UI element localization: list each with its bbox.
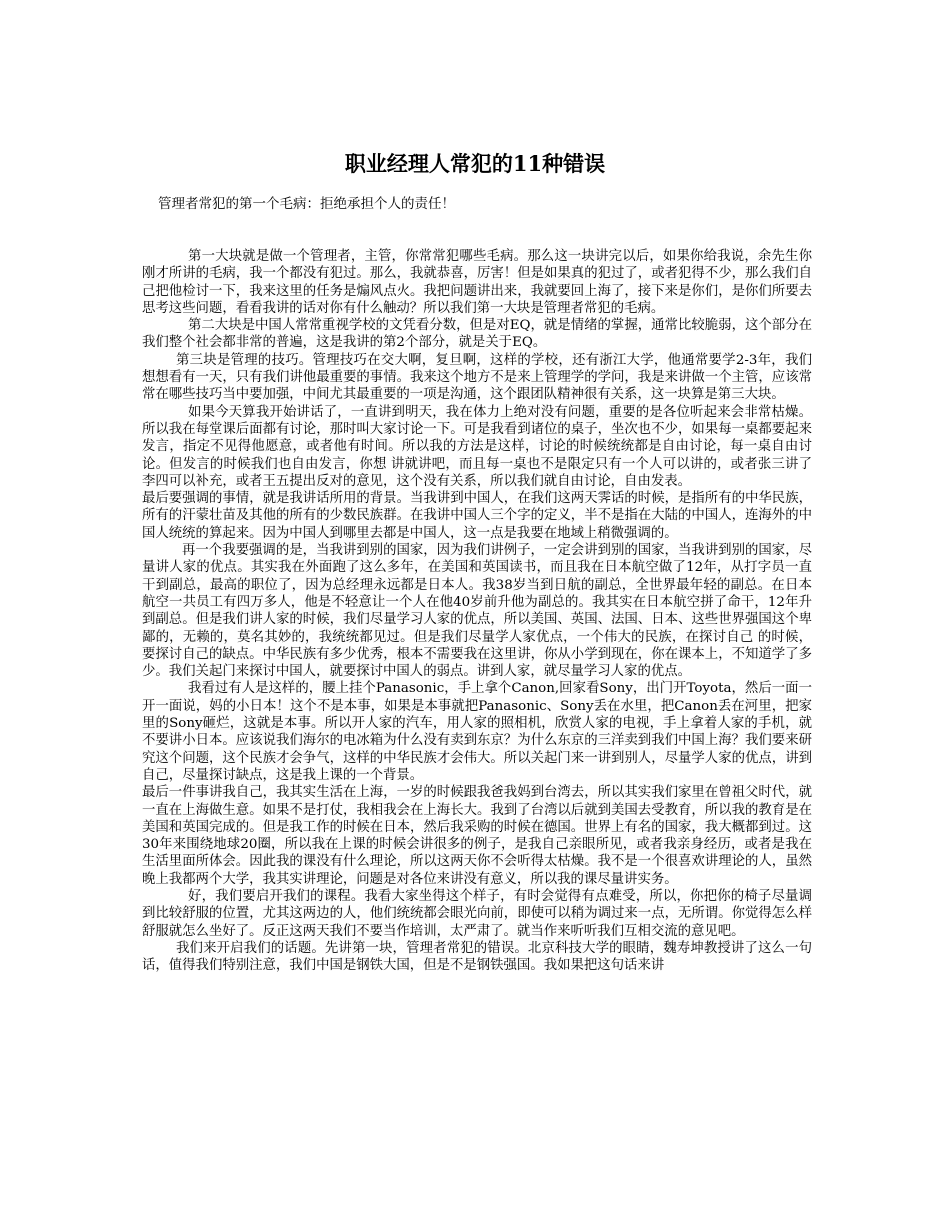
paragraph: 我们来开启我们的话题。先讲第一块，管理者常犯的错误。北京科技大学的眼睛，魏寿坤教授讲了这么一句话，值得我们特别注意，我们中国是钢铁大国，但是不是钢铁强国。我如果把这句话来讲	[142, 940, 812, 974]
document-body	[142, 248, 812, 974]
document-title: 职业经理人常犯的11种错误	[344, 151, 606, 176]
paragraph: 再一个我要强调的是，当我讲到别的国家，因为我们讲例子，一定会讲到别的国家，当我讲到别的国家，尽量讲人家的优点。其实我在外面跑了这么多年，在美国和英国读书，而且我在日本航空做了12年，从打字员一直干到副总，最高的职位了，因为总经理永远都是日本人。我38岁当到日航的副总，全世界最年轻的副总。在日本航空一共员工有四万多人，他是不轻意让一个人在他40岁前升他为副总的。我其实在日本航空拼了命干，12年升到副总。但是我们讲人家的时候，我们尽量学习人家的优点，所以美国、英国、法国、日本、这些世界强国这个卑鄙的，无赖的，莫名其妙的，我统统都见过。但是我们尽量学人家优点，一个伟大的民族，在探讨自己 的时候，要探讨自己的缺点。中华民族有多少优秀，根本不需要我在这里讲，你从小学到现在，你在课本上，不知道学了多少。我们关起门来探讨中国人，就要探讨中国人的弱点。讲到人家，就尽量学习人家的优点。	[142, 543, 812, 680]
paragraph: 第一大块就是做一个管理者，主管，你常常犯哪些毛病。那么这一块讲完以后，如果你给我说，余先生你刚才所讲的毛病，我一个都没有犯过。那么，我就恭喜，厉害！但是如果真的犯过了，或者犯得不少，那么我们自己把他检讨一下，我来这里的任务是煽风点火。我把问题讲出来，我就要回上海了，接下来是你们，是你们所要去思考这些问题，看看我讲的话对你有什么触动？所以我们第一大块是管理者常犯的毛病。	[142, 249, 812, 316]
paragraph: 第二大块是中国人常常重视学校的文凭看分数，但是对EQ，就是情绪的掌握，通常比较脆弱，这个部分在我们整个社会都非常的普遍，这是我讲的第2个部分，就是关于EQ。	[142, 318, 812, 351]
document-subtitle: 管理者常犯的第一个毛病：拒绝承担个人的责任！	[158, 196, 455, 212]
paragraph: 我看过有人是这样的，腰上挂个Panasonic，手上拿个Canon,回家看Sony，出门开Toyota，然后一面一开一面说，妈的小日本！这个不是本事，如果是本事就把Panasonic、Sony丢在水里，把Canon丢在河里，把家里的Sony砸烂，这就是本事。所以开人家的汽车，用人家的照相机，欣赏人家的电视，手上拿着人家的手机，就不要讲小日本。应该说我们海尔的电冰箱为什么没有卖到东京？为什么东京的三洋卖到我们中国上海？我们要来研究这个问题，这个民族才会争气，这样的中华民族才会伟大。所以关起门来一讲到别人，尽量学人家的优点，讲到自己，尽量探讨缺点，这是我上课的一个背景。	[142, 681, 812, 783]
paragraph: 第三块是管理的技巧。管理技巧在交大啊，复旦啊，这样的学校，还有浙江大学，他通常要学2-3年，我们想想看有一天，只有我们讲他最重要的事情。我来这个地方不是来上管理学的学问，我是来讲做一个主管，应该常常在哪些技巧当中要加强，中间尤其最重要的一项是沟通，这个跟团队精神很有关系，这一块算是第三大块。	[142, 352, 812, 403]
paragraph: 如果今天算我开始讲话了，一直讲到明天，我在体力上绝对没有问题，重要的是各位听起来会非常枯燥。所以我在每堂课后面都有讨论，那时叫大家讨论一下。可是我看到诸位的桌子，坐次也不少，如果每一桌都要起来发言，指定不见得他愿意，或者他有时间。所以我的方法是这样，讨论的时候统统都是自由讨论，每一桌自由讨论。但发言的时候我们也自由发言，你想 讲就讲吧，而且每一桌也不是限定只有一个人可以讲的，或者张三讲了李四可以补充，或者王五提出反对的意见，这个没有关系，所以我们就自由讨论，自由发表。	[142, 404, 812, 489]
paragraph: 最后要强调的事情，就是我讲话所用的背景。当我讲到中国人，在我们这两天霁话的时候，是指所有的中华民族，所有的汗蒙壮苗及其他的所有的少数民族群。在我讲中国人三个字的定义，半不是指在大陆的中国人，连海外的中国人统统的算起来。因为中国人到哪里去都是中国人，这一点是我要在地域上稍微强调的。	[142, 491, 812, 541]
paragraph: 好，我们要启开我们的课程。我看大家坐得这个样子，有时会觉得有点难受，所以，你把你的椅子尽量调到比较舒服的位置，尤其这两边的人，他们统统都会眼光向前，即使可以稍为调过来一点，无所谓。你觉得怎么样舒服就怎么坐好了。反正这两天我们不要当作培训，太严肃了。就当作来听听我们互相交流的意见吧。	[142, 888, 812, 939]
paragraph: 最后一件事讲我自己，我其实生活在上海，一岁的时候跟我爸我妈到台湾去，所以其实我们家里在曾祖父时代，就一直在上海做生意。如果不是打仗，我相我会在上海长大。我到了台湾以后就到美国去受教育，所以我的教育是在美国和英国完成的。但是我工作的时候在日本，然后我采购的时候在德国。世界上有名的国家，我大概都到过。这30年来围绕地球20圈，所以我在上课的时候会讲很多的例子，是我自己亲眼所见，或者我亲身经历，或者是我在生活里面所体会。因此我的课没有什么理论，所以这两天你不会听得太枯燥。我不是一个很喜欢讲理论的人，虽然晚上我都两个大学，我其实讲理论，问题是对各位来讲没有意义，所以我的课尽量讲实务。	[142, 785, 812, 887]
